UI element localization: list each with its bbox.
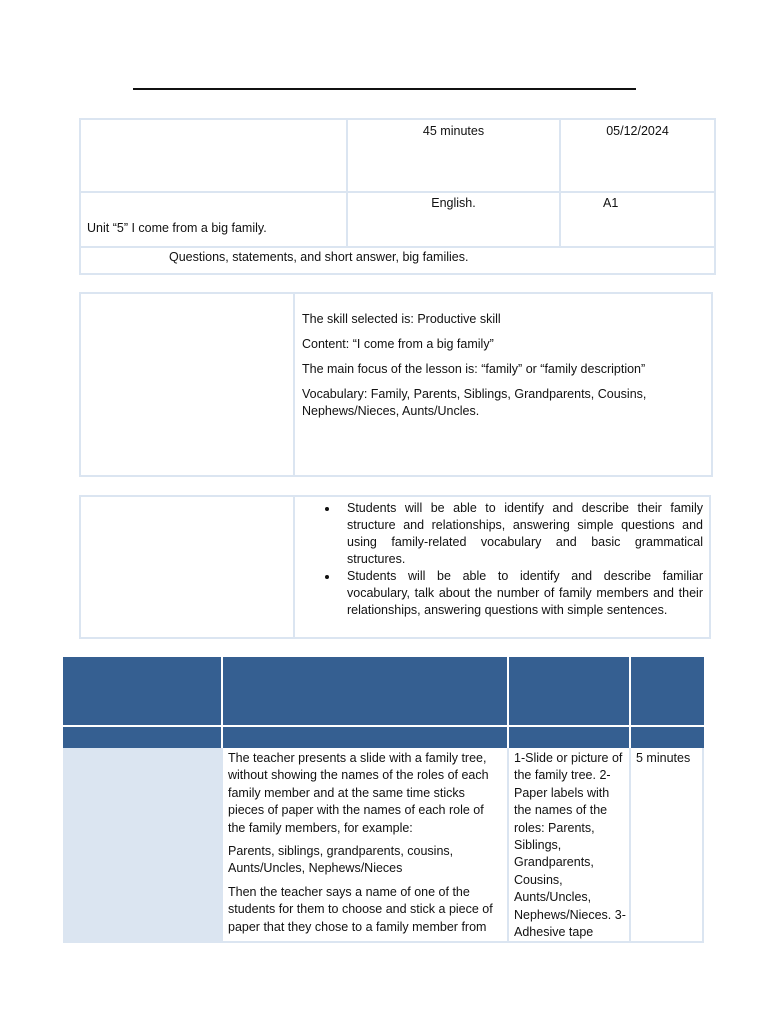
info-table: [79, 118, 716, 275]
table-header: [63, 657, 704, 748]
duration: 45 minutes: [422, 124, 485, 138]
activity-table: [63, 657, 704, 943]
unit-title: Unit “5” I come from a big family.: [87, 221, 267, 235]
materials: 1-Slide or picture of the family tree. 2-Paper labels with the names of the roles: Parents, Siblings, Grandparents, Cousins, Aunts/Uncles, Nephews/Nieces. 3-Adhesive tape: [514, 751, 626, 940]
vocabulary-text: Vocabulary: Family, Parents, Siblings, Grandparents, Cousins, Nephews/Nieces, Aunts/Uncles.: [302, 387, 647, 418]
title-underline: [133, 88, 636, 90]
content-text: Content: “I come from a big family”: [302, 337, 494, 351]
activity-paragraph: Then the teacher says a name of one of the students for them to choose and stick a piece of paper that they chose to a family member from: [228, 884, 493, 934]
subject: English.: [431, 196, 476, 210]
stage-cell: [63, 748, 221, 943]
focus-text: The main focus of the lesson is: “family” or “family description”: [302, 362, 646, 376]
topic: Questions, statements, and short answer, big families.: [169, 250, 469, 264]
objective-item: • Students will be able to identify and describe their family structure and relationships, answering simple questions and using family-related vocabulary and basic grammatical structures.: [339, 500, 703, 568]
content-details: [302, 311, 702, 428]
objective-item: • Students will be able to identify and describe familiar vocabulary, talk about the number of family members and their relationships, answering questions with simple sentences.: [339, 568, 703, 619]
objectives-list: [295, 500, 703, 619]
activity-paragraph: Parents, siblings, grandparents, cousins, Aunts/Uncles, Nephews/Nieces: [228, 844, 454, 876]
objectives-table: [79, 495, 711, 639]
time: 5 minutes: [636, 751, 691, 765]
skill-text: The skill selected is: Productive skill: [302, 312, 501, 326]
level: A1: [603, 196, 619, 210]
date: 05/12/2024: [606, 124, 669, 138]
activity-paragraph: The teacher presents a slide with a family tree, without showing the names of the roles of each family member and at the same time sticks pieces of paper with the names of each role of the family members, for example:: [228, 751, 489, 835]
content-table: [79, 292, 713, 477]
activity-description: [228, 750, 503, 944]
